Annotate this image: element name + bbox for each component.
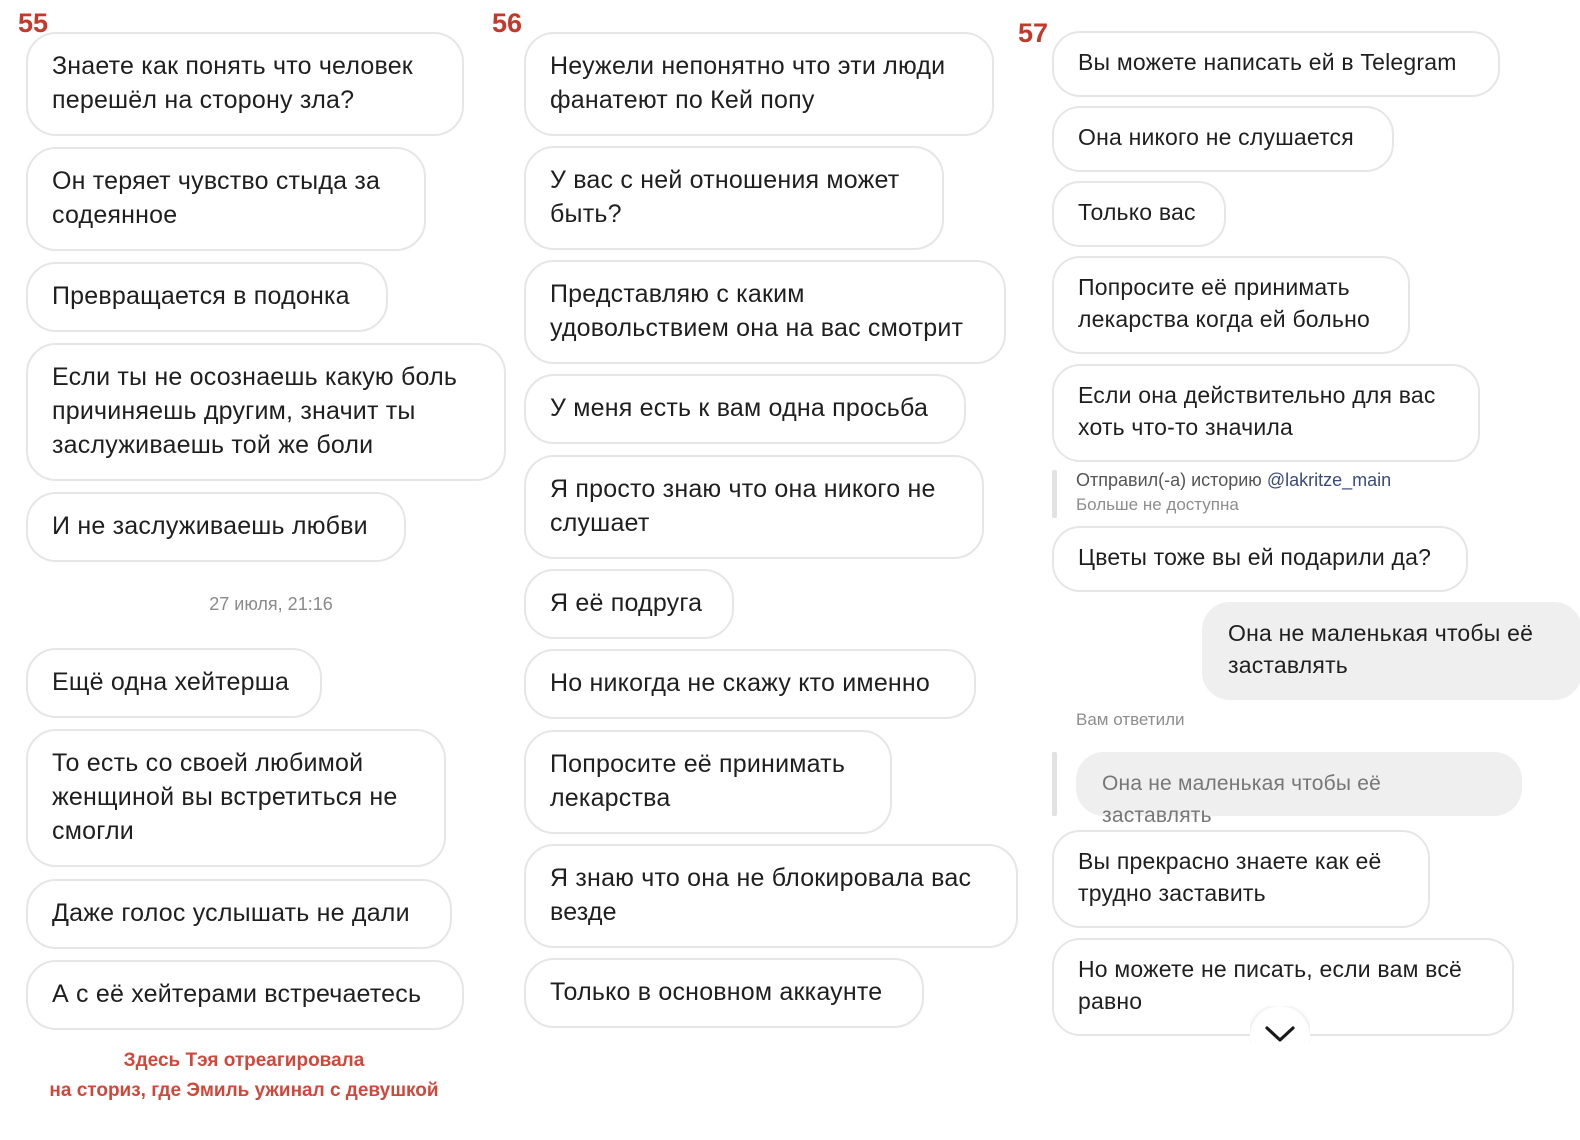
chat-panel-55 (0, 0, 523, 1140)
message-bubble: А с её хейтерами встречаетесь (26, 960, 464, 1030)
message-bubble: То есть со своей любимой женщиной вы встретиться не смогли (26, 729, 446, 867)
message-bubble: Я её подруга (524, 569, 734, 639)
message-bubble: Он теряет чувство стыда за содеянное (26, 147, 426, 251)
message-bubble: Цветы тоже вы ей подарили да? (1052, 526, 1468, 592)
quote-bar (1052, 752, 1057, 816)
message-bubble: Представляю с каким удовольствием она на вас смотрит (524, 260, 1006, 364)
message-bubble: У меня есть к вам одна просьба (524, 374, 966, 444)
message-bubble: Вы прекрасно знаете как её трудно заставить (1052, 830, 1430, 928)
message-bubble: У вас с ней отношения может быть? (524, 146, 944, 250)
chevron-down-icon (1264, 1022, 1296, 1044)
panel-number: 55 (18, 8, 49, 38)
message-bubble: Если ты не осознаешь какую боль причиняешь другим, значит ты заслуживаешь той же боли (26, 343, 506, 481)
message-bubble: Она никого не слушается (1052, 106, 1394, 172)
message-bubble: Неужели непонятно что эти люди фанатеют по Кей попу (524, 32, 994, 136)
panel-number: 57 (1018, 18, 1049, 48)
own-message-bubble: Она не маленькая чтобы её заставлять (1202, 602, 1580, 700)
message-bubble: Вы можете написать ей в Telegram (1052, 31, 1500, 97)
panel-number: 56 (492, 8, 523, 38)
message-bubble: Знаете как понять что человек перешёл на сторону зла? (26, 32, 464, 136)
story-share-bar (1052, 470, 1057, 518)
message-bubble: Превращается в подонка (26, 262, 388, 332)
message-bubble: Попросите её принимать лекарства (524, 730, 892, 834)
message-bubble: Я просто знаю что она никого не слушает (524, 455, 984, 559)
quoted-message: Она не маленькая чтобы её заставлять (1076, 752, 1522, 816)
story-share-prefix: Отправил(-а) историю (1076, 470, 1267, 490)
message-bubble: Попросите её принимать лекарства когда ей больно (1052, 256, 1410, 354)
message-bubble: Я знаю что она не блокировала вас везде (524, 844, 1018, 948)
message-bubble: Только вас (1052, 181, 1226, 247)
chat-panel-56 (492, 0, 1030, 1140)
message-bubble: Ещё одна хейтерша (26, 648, 322, 718)
message-bubble: И не заслуживаешь любви (26, 492, 406, 562)
story-handle-link[interactable]: @lakritze_main (1266, 470, 1392, 490)
reply-label: Вам ответили (1076, 710, 1185, 729)
story-share-text (1076, 470, 1391, 491)
message-bubble: Если она действительно для вас хоть что-то значила (1052, 364, 1480, 462)
message-bubble: Только в основном аккаунте (524, 958, 924, 1028)
message-bubble: Даже голос услышать не дали (26, 879, 452, 949)
story-unavailable-label: Больше не доступна (1076, 495, 1239, 514)
message-bubble: Но никогда не скажу кто именно (524, 649, 976, 719)
timestamp: 27 июля, 21:16 (209, 594, 333, 614)
viewport-bottom (1030, 1042, 1560, 1140)
message-bubble: Но можете не писать, если вам всё равно (1052, 938, 1514, 1036)
chat-panel-57 (1018, 0, 1580, 1140)
annotation-note: Здесь Тэя отреагировала на сториз, где Эмиль ужинал с девушкой (49, 1050, 439, 1101)
